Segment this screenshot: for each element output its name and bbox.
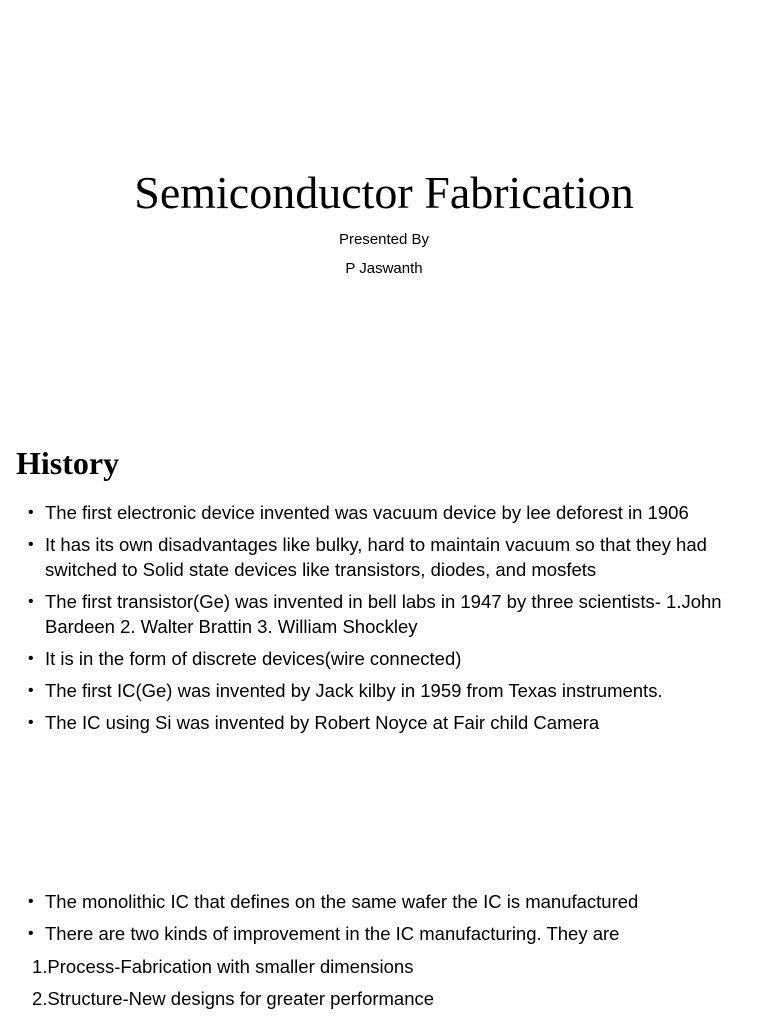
- improvements-bullet-list: [28, 889, 748, 953]
- history-heading: History: [16, 445, 120, 481]
- list-item: • It is in the form of discrete devices(wire connected): [28, 646, 748, 671]
- truncated-text-line: [32, 1015, 732, 1024]
- list-item: • The monolithic IC that defines on the same wafer the IC is manufactured: [28, 889, 748, 914]
- list-item: • The first transistor(Ge) was invented in bell labs in 1947 by three scientists- 1.John Bardeen 2. Walter Brattin 3. William Shockley: [28, 589, 748, 639]
- history-bullet-list: [28, 500, 748, 742]
- presented-by-label: Presented By: [338, 231, 430, 248]
- slide-title: Semiconductor Fabrication: [134, 167, 634, 218]
- list-item: • The IC using Si was invented by Robert Noyce at Fair child Camera: [28, 710, 748, 735]
- numbered-item-structure: 2.Structure-New designs for greater performance: [32, 988, 435, 1009]
- list-item: • The first electronic device invented was vacuum device by lee deforest in 1906: [28, 500, 748, 525]
- numbered-item-process: 1.Process-Fabrication with smaller dimensions: [32, 956, 414, 977]
- presenter-name: P Jaswanth: [345, 260, 423, 277]
- list-item: • The first IC(Ge) was invented by Jack kilby in 1959 from Texas instruments.: [28, 678, 748, 703]
- list-item: • There are two kinds of improvement in the IC manufacturing. They are: [28, 921, 748, 946]
- list-item: • It has its own disadvantages like bulky, hard to maintain vacuum so that they had switched to Solid state devices like transistors, diodes, and mosfets: [28, 532, 748, 582]
